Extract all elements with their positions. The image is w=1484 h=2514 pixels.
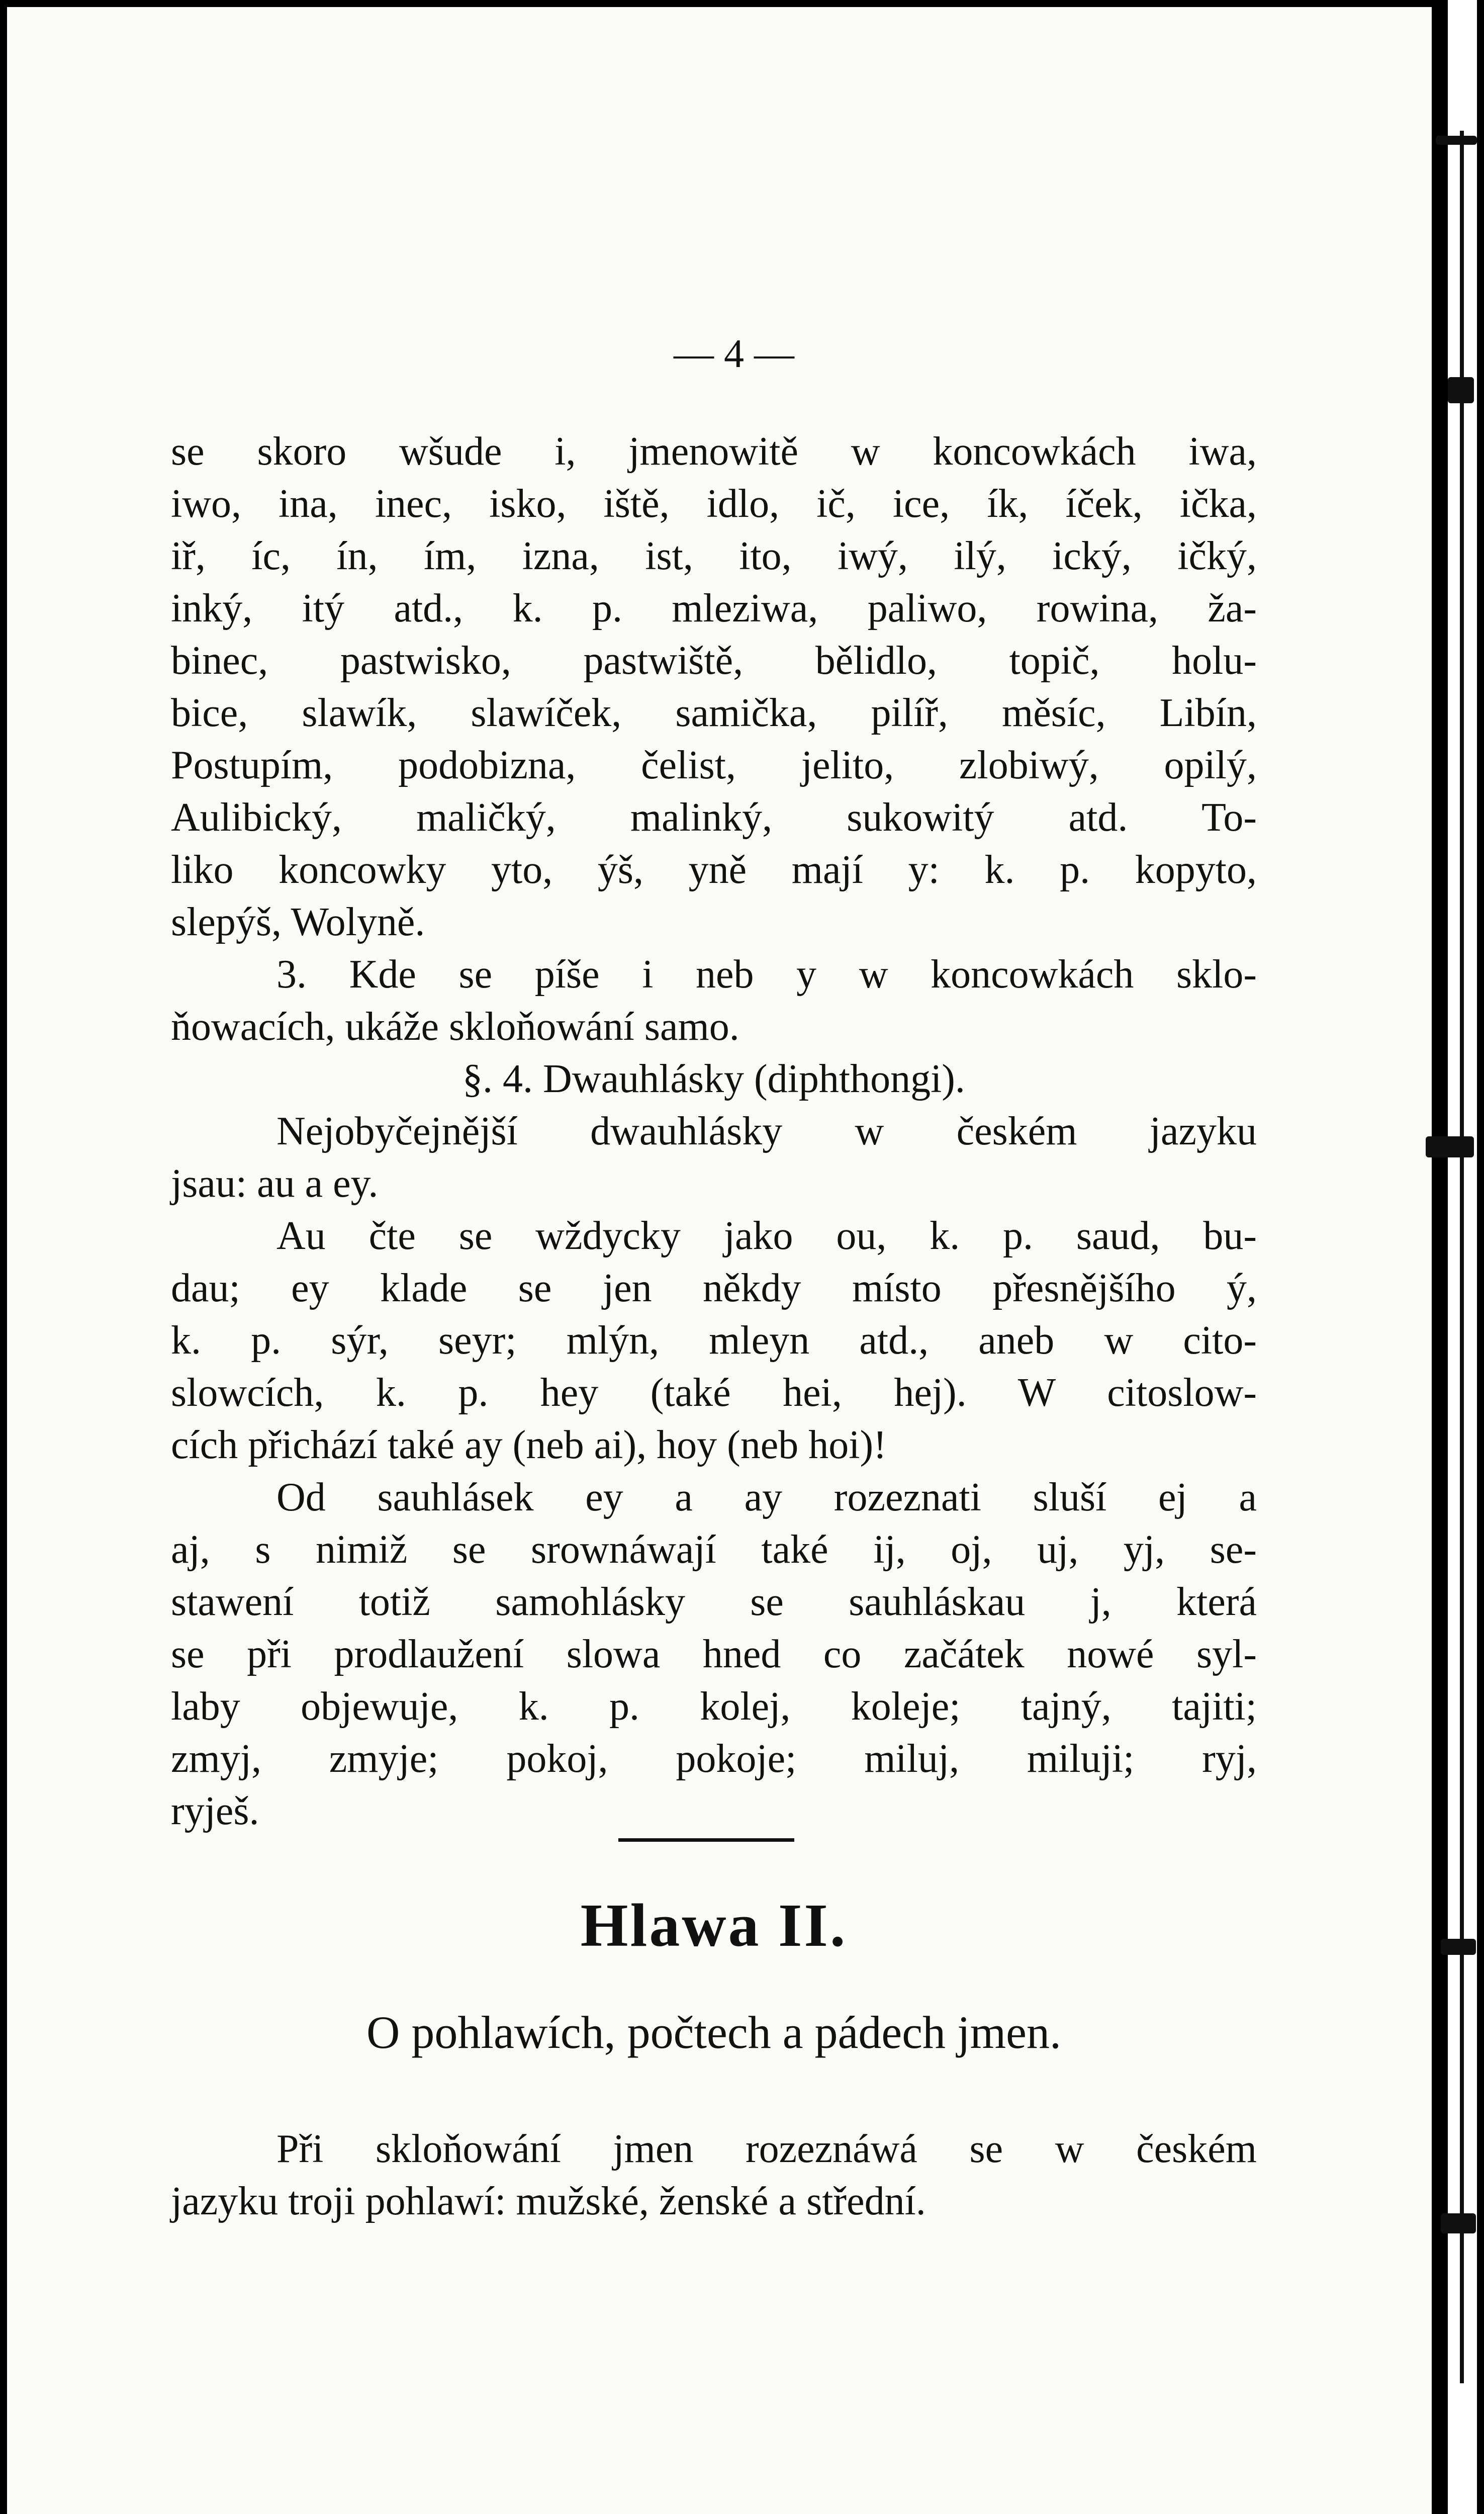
text-line: slepýš, Wolyně. [171, 900, 425, 944]
section-heading: §. 4. Dwauhlásky (diphthongi). [462, 1057, 965, 1101]
text-line: inký, itý atd., k. p. mleziwa, paliwo, rowina, ža- [171, 586, 1257, 631]
page-number: — 4 — [674, 332, 794, 376]
text-line: laby objewuje, k. p. kolej, koleje; tajný, tajiti; [171, 1684, 1257, 1729]
text-line: iwo, ina, inec, isko, iště, idlo, ič, ice, ík, íček, ička, [171, 482, 1257, 526]
binding-mark [1448, 377, 1474, 403]
text-line: Postupím, podobizna, čelist, jelito, zlobiwý, opilý, [171, 743, 1257, 787]
text-line: liko koncowky yto, ýš, yně mají y: k. p. kopyto, [171, 848, 1257, 892]
text-line: slowcích, k. p. hey (také hei, hej). W citoslow- [171, 1371, 1257, 1415]
chapter-title: Hlawa II. [580, 1892, 848, 1959]
text-line: Při skloňowání jmen rozeznáwá se w českém [276, 2127, 1257, 2171]
text-line: se skoro wšude i, jmenowitě w koncowkách iwa, [171, 429, 1257, 474]
binding-mark [1436, 136, 1477, 145]
text-line: Od sauhlásek ey a ay rozeznati sluší ej a [276, 1475, 1257, 1519]
text-line: binec, pastwisko, pastwiště, bělidlo, topič, holu- [171, 639, 1257, 683]
binding-mark [1441, 1939, 1476, 1955]
text-line: aj, s nimiž se srownáwají také ij, oj, uj, yj, se- [171, 1528, 1257, 1572]
text-line: 3. Kde se píše i neb y w koncowkách sklo- [276, 952, 1257, 997]
spine-binding-line [1460, 131, 1464, 2383]
text-line: jazyku troji pohlawí: mužské, ženské a střední. [171, 2179, 926, 2223]
text-line: se při prodlaužení slowa hned co začátek nowé syl- [171, 1632, 1257, 1676]
text-line: dau; ey klade se jen někdy místo přesnějšího ý, [171, 1266, 1257, 1310]
binding-mark [1441, 2213, 1476, 2233]
text-line: Aulibický, maličký, malinký, sukowitý atd. To- [171, 795, 1257, 840]
text-line: iř, íc, ín, ím, izna, ist, ito, iwý, ilý, ický, ičký, [171, 534, 1257, 578]
chapter-subtitle: O pohlawích, počtech a pádech jmen. [366, 2007, 1062, 2058]
text-line: Au čte se wždycky jako ou, k. p. saud, bu- [276, 1214, 1257, 1258]
text-line: cích přichází také ay (neb ai), hoy (neb hoi)! [171, 1423, 887, 1467]
text-line: jsau: au a ey. [171, 1161, 379, 1206]
text-line: zmyj, zmyje; pokoj, pokoje; miluj, miluji; ryj, [171, 1737, 1257, 1781]
text-line: stawení totiž samohlásky se sauhláskau j, která [171, 1580, 1257, 1624]
text-line: k. p. sýr, seyr; mlýn, mleyn atd., aneb w cito- [171, 1318, 1257, 1363]
text-line: Nejobyčejnější dwauhlásky w českém jazyku [276, 1109, 1257, 1153]
text-line: bice, slawík, slawíček, samička, pilíř, měsíc, Libín, [171, 691, 1257, 735]
text-line: ryješ. [171, 1789, 259, 1833]
text-line: ňowacích, ukáže skloňowání samo. [171, 1005, 739, 1049]
binding-mark [1426, 1136, 1474, 1157]
chapter-divider [618, 1838, 794, 1842]
